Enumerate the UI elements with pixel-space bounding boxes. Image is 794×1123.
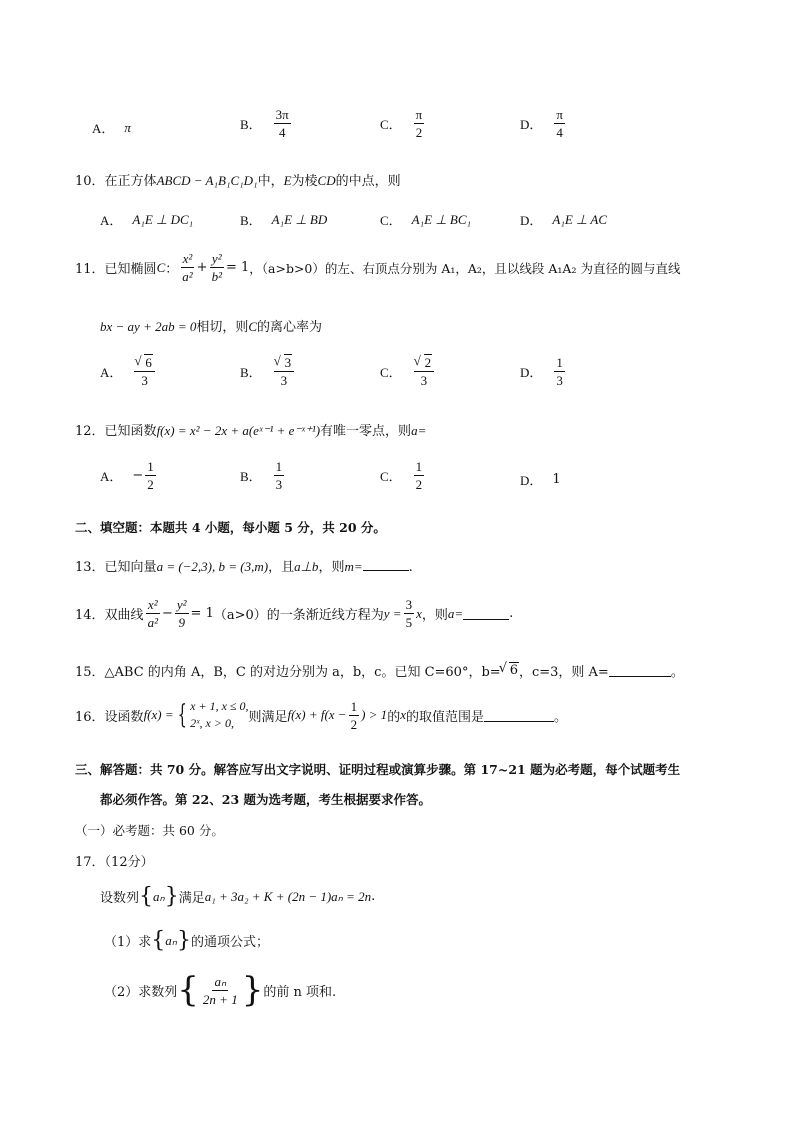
option-label: C． xyxy=(380,213,402,228)
option-value: A₁E ⊥ BC₁ xyxy=(411,211,472,227)
text: 为棱 xyxy=(291,174,318,189)
q14-stem: 14． 双曲线 $\frac{\text{x²}}{\text{a²}}$ − $\frac{\text{y²}}{9}$ = 1 （a>0）的一条渐近线方程为 y = $\frac{3}{5}$ x ，则 a= . xyxy=(75,597,514,630)
fraction: $\frac{1}{2}$ xyxy=(350,698,358,732)
text: △ABC 的内角 A，B，C 的对边分别为 a，b，c。已知 C=60°，b= xyxy=(104,665,501,680)
text: 满足 xyxy=(178,891,205,906)
text: 。 xyxy=(554,709,568,725)
inequality: ) > 1 xyxy=(361,707,388,723)
q12-stem xyxy=(75,420,426,439)
option-label: D． xyxy=(520,117,543,132)
question-number: 16． xyxy=(75,709,105,725)
answer-blank xyxy=(609,664,671,677)
q17-stem xyxy=(100,884,375,909)
right-brace: } xyxy=(176,928,191,953)
option-label: D． xyxy=(520,365,543,380)
text: 的中点，则 xyxy=(335,174,401,189)
text: ，（a>b>0）的左、右顶点分别为 A₁，A₂，且以线段 A₁A₂ 为直径的圆与直线 xyxy=(249,260,681,276)
sequence-term: aₙ xyxy=(165,932,177,948)
answer-blank xyxy=(463,607,509,620)
right-brace: } xyxy=(241,970,264,1010)
variable-x: x xyxy=(416,605,422,621)
equation: = 1 xyxy=(225,260,250,275)
question-number: 10． xyxy=(75,174,105,189)
answer-a: a= xyxy=(447,605,464,621)
q10-option-a xyxy=(100,210,193,229)
text: 设函数 xyxy=(104,709,144,725)
function-expression: f(x) = x² − 2x + a(eˣ⁻¹ + e⁻ˣ⁺¹) xyxy=(156,423,321,438)
fraction: $\frac{\text{y²}}{\text{b²}}$ xyxy=(211,251,222,284)
option-value: A₁E ⊥ DC₁ xyxy=(132,211,194,227)
question-number: 12． xyxy=(75,424,105,439)
q11-stem xyxy=(75,252,680,283)
q11-option-a xyxy=(100,356,157,387)
answer-m: m= xyxy=(344,559,363,574)
text: 中， xyxy=(257,174,284,189)
option-label: D． xyxy=(520,473,543,488)
operator: − xyxy=(161,606,173,621)
fraction: $\frac{\text{y²}}{9}$ xyxy=(176,597,187,630)
q12-option-b xyxy=(240,460,286,491)
text: 的通项公式； xyxy=(190,935,269,950)
fraction: √ $\frac{2}{3}$ xyxy=(414,356,435,387)
q15-stem xyxy=(75,661,684,680)
text: 已知函数 xyxy=(104,424,157,439)
fraction: $\frac{\text{x²}}{\text{a²}}$ xyxy=(147,597,158,630)
right-brace: } xyxy=(164,884,179,909)
sequence-equation: a₁ + 3a₂ + K + (2n − 1)aₙ = 2n xyxy=(204,888,372,904)
text: ，则 xyxy=(318,560,345,575)
section-subheading-required: （一）必考题：共 60 分。 xyxy=(75,823,224,838)
fraction: √ $\frac{6}{3}$ xyxy=(134,356,155,387)
text: 已知向量 xyxy=(104,560,157,575)
part-label: （2）求数列 xyxy=(104,984,178,1000)
q9-option-c xyxy=(380,108,426,139)
q16-stem xyxy=(75,698,567,733)
option-label: A． xyxy=(100,365,123,380)
q9-option-d xyxy=(520,108,567,139)
text: ，且 xyxy=(268,560,295,575)
fraction: $\frac{1}{2}$ xyxy=(415,459,423,492)
option-label: B． xyxy=(240,117,262,132)
option-label: C． xyxy=(380,365,402,380)
left-brace: { xyxy=(139,884,154,909)
perpendicular-condition: a⊥b xyxy=(294,559,319,574)
answer-a: a= xyxy=(411,423,427,438)
text: 有唯一零点，则 xyxy=(320,424,412,439)
option-label: B． xyxy=(240,213,262,228)
text: 的前 n 项和. xyxy=(263,984,337,1000)
text: 的离心率为 xyxy=(257,320,323,335)
option-label: B． xyxy=(240,365,262,380)
section-heading-answers: 三、解答题：共 70 分。解答应写出文字说明、证明过程或演算步骤。第 17~21 题为必考题，每个试题考生 xyxy=(75,762,681,777)
option-label: C． xyxy=(380,117,402,132)
inequality: f(x) + f(x − xyxy=(287,707,347,723)
left-brace: { xyxy=(177,700,187,731)
piecewise-cases: x + 1, x ≤ 0, 2ˣ, x > 0, xyxy=(190,699,249,731)
q10-option-c xyxy=(380,210,471,229)
q11-option-b xyxy=(240,356,296,387)
q17-part1 xyxy=(104,928,269,953)
q17-part2 xyxy=(104,970,336,1010)
option-label: A． xyxy=(100,213,123,228)
q11-line2 xyxy=(100,316,322,335)
vectors: a = (−2,3), b = (3,m) xyxy=(156,559,269,574)
ellipse-c: C xyxy=(156,259,166,275)
option-label: A． xyxy=(92,121,115,136)
equation: = 1 xyxy=(190,606,214,621)
fraction: $\frac{3}{5}$ xyxy=(405,597,413,630)
cube-name: ABCD − A₁B₁C₁D₁ xyxy=(156,173,258,188)
text: 。 xyxy=(670,665,684,680)
q12-option-c xyxy=(380,460,426,491)
text: 的 xyxy=(387,709,401,725)
option-value: A₁E ⊥ AC xyxy=(552,211,607,227)
q11-option-d xyxy=(520,356,567,387)
fraction: $\frac{\text{aₙ}}{2n + 1}$ xyxy=(202,973,238,1007)
question-number: 15． xyxy=(75,665,105,680)
q10-stem xyxy=(75,170,401,189)
option-label: B． xyxy=(240,469,262,484)
option-value: 1 xyxy=(552,472,561,487)
option-label: A． xyxy=(100,469,123,484)
text: 双曲线 xyxy=(104,608,144,623)
q10-option-b xyxy=(240,210,327,229)
text: 则满足 xyxy=(248,709,288,725)
q9-option-b xyxy=(240,108,293,139)
option-value: A₁E ⊥ BD xyxy=(271,211,328,227)
text: ，则 xyxy=(421,608,448,623)
ellipse-c: C xyxy=(248,319,258,334)
q9-option-a xyxy=(92,118,131,137)
tangent-line: bx − ay + 2ab = 0 xyxy=(100,319,197,334)
q17-number: 17．（12分） xyxy=(75,855,154,870)
q11-option-c xyxy=(380,356,436,387)
text: 设数列 xyxy=(100,891,140,906)
text: 在正方体 xyxy=(104,174,157,189)
point-e: E xyxy=(283,173,292,188)
text: ： xyxy=(165,262,179,277)
q12-option-a xyxy=(100,460,158,491)
fraction: $\frac{1}{3}$ xyxy=(556,355,563,388)
variable-x: x xyxy=(400,707,406,723)
sequence-term: aₙ xyxy=(153,888,165,904)
question-number: 11． xyxy=(75,262,105,277)
option-label: D． xyxy=(520,213,543,228)
section-heading-fill-in: 二、填空题：本题共 4 小题，每小题 5 分，共 20 分。 xyxy=(75,520,386,535)
asymptote: y = xyxy=(383,605,402,621)
text: 已知椭圆 xyxy=(104,262,157,277)
left-brace: { xyxy=(177,970,199,1010)
sqrt: √ 6 xyxy=(501,663,519,678)
fraction: $\frac{1}{2}$ xyxy=(147,459,154,492)
section-heading-answers-line2: 都必须作答。第 22、23 题为选考题，考生根据要求作答。 xyxy=(100,792,431,807)
minus-sign: − xyxy=(132,468,144,483)
question-number: 14． xyxy=(75,608,105,623)
option-value: π xyxy=(124,119,131,135)
q12-option-d xyxy=(520,470,561,489)
option-label: C． xyxy=(380,469,402,484)
left-brace: { xyxy=(151,928,166,953)
answer-blank xyxy=(363,558,409,571)
question-number: 13． xyxy=(75,560,105,575)
segment-cd: CD xyxy=(317,173,336,188)
fraction: √ $\frac{3}{3}$ xyxy=(274,356,295,387)
part-label: （1）求 xyxy=(104,935,152,950)
answer-blank xyxy=(484,709,554,722)
text: . xyxy=(371,889,376,904)
text: 的取值范围是 xyxy=(405,709,484,725)
q10-option-d xyxy=(520,210,607,229)
operator: + xyxy=(196,260,208,275)
text: 相切，则 xyxy=(196,320,249,335)
fraction: $\frac{\pi}{2}$ xyxy=(415,107,423,140)
fraction: $\frac{1}{3}$ xyxy=(275,459,283,492)
text: ，c=3，则 A= xyxy=(518,665,609,680)
text: （a>0）的一条渐近线方程为 xyxy=(213,608,384,623)
fraction: $\frac{3\pi}{4}$ xyxy=(275,107,289,140)
function-def: f(x) = xyxy=(143,707,174,723)
fraction: $\frac{\text{x²}}{\text{a²}}$ xyxy=(182,251,193,284)
fraction: $\frac{\pi}{4}$ xyxy=(556,107,563,140)
q13-stem: 13．已知向量a = (−2,3), b = (3,m)，且a⊥b，则m= . xyxy=(75,559,413,575)
